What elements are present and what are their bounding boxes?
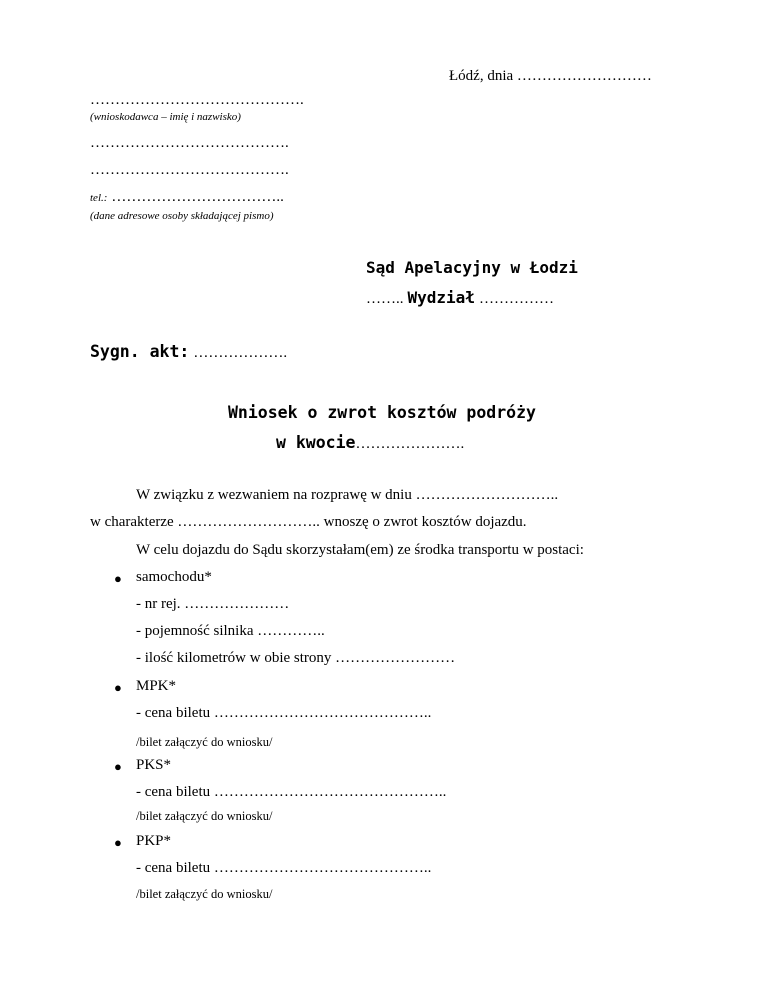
department-label: Wydział xyxy=(407,288,475,307)
option-pkp-label: PKP* xyxy=(136,833,172,849)
car-registration-line: - nr rej. ………………… xyxy=(136,596,290,612)
bullet-icon: ● xyxy=(114,835,122,850)
paragraph-hearing-date: W związku z wezwaniem na rozprawę w dniu ……………………….. xyxy=(136,487,559,503)
pks-ticket-note: /bilet załączyć do wniosku/ xyxy=(136,809,273,823)
option-pks-label: PKS* xyxy=(136,757,172,773)
pks-ticket-price-line: - cena biletu ……………………………………….. xyxy=(136,784,447,800)
place-date: Łódź, dnia ……………………… xyxy=(449,68,652,84)
amount-line xyxy=(276,433,464,453)
amount-label: w kwocie xyxy=(276,433,356,452)
document-title: Wniosek o zwrot kosztów podróży xyxy=(228,403,536,422)
department-suffix-dots: …………… xyxy=(478,291,554,307)
mpk-ticket-note: /bilet załączyć do wniosku/ xyxy=(136,735,273,749)
court-name: Sąd Apelacyjny w Łodzi xyxy=(366,258,578,277)
option-mpk-label: MPK* xyxy=(136,678,177,694)
bullet-icon: ● xyxy=(114,571,122,586)
address-caption: (dane adresowe osoby składającej pismo) xyxy=(90,210,274,222)
car-engine-line: - pojemność silnika ………….. xyxy=(136,623,325,639)
applicant-caption: (wnioskodawca – imię i nazwisko) xyxy=(90,111,241,123)
tel-label: tel.: xyxy=(90,192,108,204)
mpk-ticket-price-line: - cena biletu …………………………………….. xyxy=(136,705,432,721)
amount-dots: …………………. xyxy=(355,436,465,452)
bullet-icon: ● xyxy=(114,680,122,695)
case-dots: ………………. xyxy=(193,345,288,361)
tel-line xyxy=(90,188,284,206)
option-car-label: samochodu* xyxy=(136,569,212,585)
paragraph-capacity: w charakterze ……………………….. wnoszę o zwrot kosztów dojazdu. xyxy=(90,514,527,530)
tel-dots: …………………………….. xyxy=(111,189,284,205)
bullet-icon: ● xyxy=(114,759,122,774)
pkp-ticket-note: /bilet załączyć do wniosku/ xyxy=(136,887,273,901)
court-department xyxy=(366,288,554,308)
car-kilometers-line: - ilość kilometrów w obie strony …………………… xyxy=(136,650,456,666)
pkp-ticket-price-line: - cena biletu …………………………………….. xyxy=(136,860,432,876)
paragraph-transport: W celu dojazdu do Sądu skorzystałam(em) ze środka transportu w postaci: xyxy=(136,542,584,558)
department-prefix-dots: …….. xyxy=(366,291,404,307)
case-label: Sygn. akt: xyxy=(90,342,190,361)
case-signature xyxy=(90,342,287,362)
address-line-2: …………………………………. xyxy=(90,162,289,178)
address-line-1: …………………………………. xyxy=(90,135,289,151)
applicant-name-line: ……………………………………. xyxy=(90,92,304,108)
